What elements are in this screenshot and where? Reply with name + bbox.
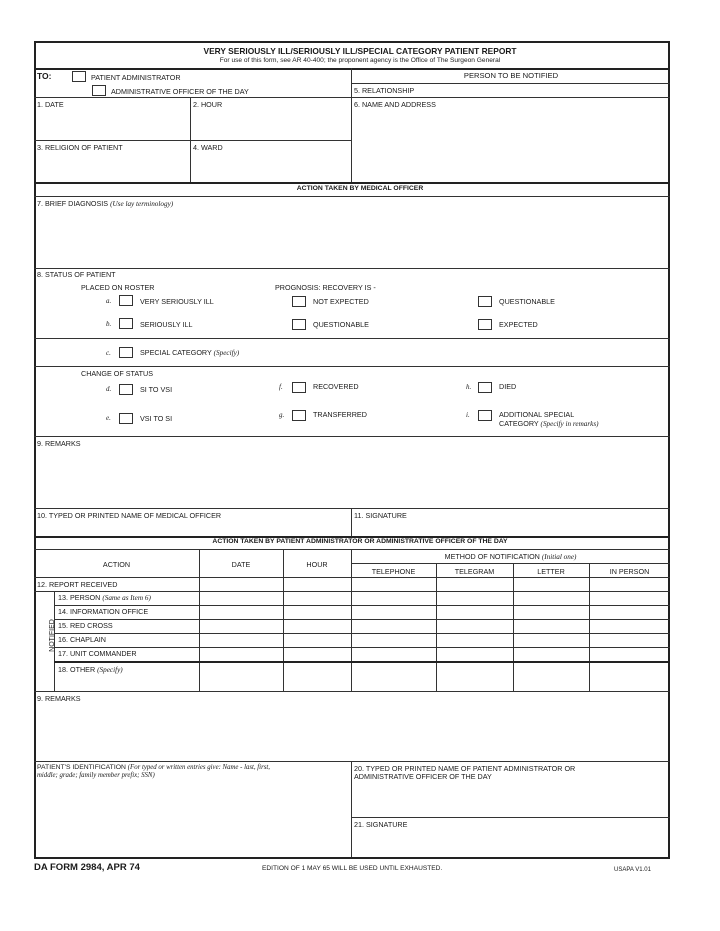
medical-signature-field[interactable] xyxy=(353,520,668,534)
roster-a-letter: a. xyxy=(106,297,112,305)
to-option-administrative-officer: ADMINISTRATIVE OFFICER OF THE DAY xyxy=(111,87,249,96)
checkbox-recovered[interactable] xyxy=(292,382,306,393)
divider xyxy=(34,549,670,550)
method-letter: LETTER xyxy=(537,567,565,576)
remarks-label: 9. REMARKS xyxy=(37,439,81,448)
change-vsi-to-si: VSI TO SI xyxy=(140,414,173,423)
divider xyxy=(34,268,670,269)
checkbox-not-expected[interactable] xyxy=(292,296,306,307)
admin-remarks-field[interactable] xyxy=(36,705,668,759)
change-e-letter: e. xyxy=(106,414,111,422)
patient-id-note: middle; grade; family member prefix; SSN) xyxy=(37,772,155,779)
checkbox-very-seriously-ill[interactable] xyxy=(119,295,133,306)
roster-c-letter: c. xyxy=(106,349,111,357)
to-option-patient-administrator: PATIENT ADMINISTRATOR xyxy=(91,73,181,82)
diagnosis-label: 7. BRIEF DIAGNOSIS (Use lay terminology) xyxy=(37,199,174,208)
divider xyxy=(34,436,670,437)
divider xyxy=(54,633,670,634)
change-d-letter: d. xyxy=(106,385,112,393)
edition-note: EDITION OF 1 MAY 65 WILL BE USED UNTIL EXHAUSTED. xyxy=(262,865,443,872)
method-telegram: TELEGRAM xyxy=(454,567,495,576)
admin-name-label-2: ADMINISTRATIVE OFFICER OF THE DAY xyxy=(354,772,492,781)
patient-id-field[interactable] xyxy=(36,783,348,855)
divider xyxy=(283,549,284,691)
prognosis-not-expected: NOT EXPECTED xyxy=(313,297,369,306)
col-hour: HOUR xyxy=(306,560,328,569)
checkbox-questionable-2[interactable] xyxy=(478,296,492,307)
divider xyxy=(34,761,670,762)
row-information-office: 14. INFORMATION OFFICE xyxy=(58,607,149,616)
divider xyxy=(199,549,200,691)
checkbox-special-category[interactable] xyxy=(119,347,133,358)
change-died: DIED xyxy=(499,382,517,391)
col-date: DATE xyxy=(231,560,251,569)
divider xyxy=(54,619,670,620)
row-report-received: 12. REPORT RECEIVED xyxy=(37,580,118,589)
prognosis-label: PROGNOSIS: RECOVERY IS - xyxy=(275,283,376,292)
admin-name-label-1: 20. TYPED OR PRINTED NAME OF PATIENT ADMINISTRATOR OR xyxy=(354,764,576,773)
divider xyxy=(34,591,670,592)
method-of-notification: METHOD OF NOTIFICATION (Initial one) xyxy=(444,552,577,561)
date-field[interactable] xyxy=(36,110,188,138)
prognosis-questionable: QUESTIONABLE xyxy=(313,320,369,329)
divider xyxy=(34,508,670,509)
admin-remarks-label: 9. REMARKS xyxy=(37,694,81,703)
row-other: 18. OTHER (Specify) xyxy=(58,665,123,674)
divider xyxy=(351,817,670,818)
row-person: 13. PERSON (Same as Item 6) xyxy=(58,593,151,602)
col-action: ACTION xyxy=(102,560,131,569)
checkbox-patient-administrator[interactable] xyxy=(72,71,86,82)
notified-label: NOTIFIED xyxy=(48,619,56,652)
divider xyxy=(351,563,670,564)
status-label: 8. STATUS OF PATIENT xyxy=(37,270,116,279)
form-subtitle: For use of this form, see AR 40-400; the proponent agency is the Office of The Surgeon General xyxy=(219,57,501,64)
admin-signature-label: 21. SIGNATURE xyxy=(354,820,408,829)
divider xyxy=(513,563,514,691)
change-f-letter: f. xyxy=(279,383,283,391)
admin-name-field[interactable] xyxy=(353,783,668,815)
admin-section-title: ACTION TAKEN BY PATIENT ADMINISTRATOR OR ADMINISTRATIVE OFFICER OF THE DAY xyxy=(212,538,508,545)
checkbox-additional-special-category[interactable] xyxy=(478,410,492,421)
change-h-letter: h. xyxy=(466,383,472,391)
medical-section-title: ACTION TAKEN BY MEDICAL OFFICER xyxy=(296,185,424,192)
divider xyxy=(54,647,670,648)
person-notified-heading: PERSON TO BE NOTIFIED xyxy=(463,71,559,80)
change-recovered: RECOVERED xyxy=(313,382,359,391)
divider xyxy=(34,68,670,70)
name-address-label: 6. NAME AND ADDRESS xyxy=(354,100,436,109)
change-additional-special-2: CATEGORY (Specify in remarks) xyxy=(499,419,599,428)
ward-field[interactable] xyxy=(192,153,349,180)
ward-label: 4. WARD xyxy=(193,143,223,152)
checkbox-died[interactable] xyxy=(478,382,492,393)
medical-officer-name-field[interactable] xyxy=(36,520,348,534)
divider xyxy=(351,508,352,536)
checkbox-vsi-to-si[interactable] xyxy=(119,413,133,424)
diagnosis-field[interactable] xyxy=(36,210,668,266)
divider xyxy=(34,182,670,184)
checkbox-expected[interactable] xyxy=(478,319,492,330)
religion-label: 3. RELIGION OF PATIENT xyxy=(37,143,123,152)
row-chaplain: 16. CHAPLAIN xyxy=(58,635,106,644)
hour-field[interactable] xyxy=(192,110,349,138)
checkbox-administrative-officer[interactable] xyxy=(92,85,106,96)
date-label: 1. DATE xyxy=(37,100,64,109)
roster-very-seriously-ill: VERY SERIOUSLY ILL xyxy=(140,297,214,306)
religion-field[interactable] xyxy=(36,153,188,180)
row-red-cross: 15. RED CROSS xyxy=(58,621,113,630)
divider xyxy=(34,577,670,578)
change-g-letter: g. xyxy=(279,411,285,419)
checkbox-questionable[interactable] xyxy=(292,319,306,330)
roster-special-category: SPECIAL CATEGORY (Specify) xyxy=(140,348,240,357)
divider xyxy=(351,549,352,691)
change-transferred: TRANSFERRED xyxy=(313,410,367,419)
divider xyxy=(54,605,670,606)
to-label: TO: xyxy=(37,71,52,81)
method-telephone: TELEPHONE xyxy=(371,567,416,576)
prognosis-expected: EXPECTED xyxy=(499,320,538,329)
divider xyxy=(54,661,670,663)
divider xyxy=(34,97,670,98)
checkbox-transferred[interactable] xyxy=(292,410,306,421)
medical-signature-label: 11. SIGNATURE xyxy=(354,511,407,520)
divider xyxy=(34,140,351,141)
divider xyxy=(351,83,670,84)
divider xyxy=(34,366,670,367)
change-additional-special-1: ADDITIONAL SPECIAL xyxy=(499,410,575,419)
form-id: DA FORM 2984, APR 74 xyxy=(34,862,140,873)
method-in-person: IN PERSON xyxy=(609,567,650,576)
remarks-field[interactable] xyxy=(36,450,668,506)
roster-b-letter: b. xyxy=(106,320,112,328)
roster-seriously-ill: SERIOUSLY ILL xyxy=(140,320,193,329)
change-of-status-label: CHANGE OF STATUS xyxy=(81,369,154,378)
prognosis-questionable-2: QUESTIONABLE xyxy=(499,297,555,306)
version: USAPA V1.01 xyxy=(614,867,651,873)
change-i-letter: i. xyxy=(466,411,470,419)
relationship-label: 5. RELATIONSHIP xyxy=(354,86,415,95)
placed-on-roster-label: PLACED ON ROSTER xyxy=(81,283,155,292)
admin-signature-field[interactable] xyxy=(353,831,668,855)
form-title: VERY SERIOUSLY ILL/SERIOUSLY ILL/SPECIAL CATEGORY PATIENT REPORT xyxy=(203,46,517,56)
divider xyxy=(351,761,352,857)
row-unit-commander: 17. UNIT COMMANDER xyxy=(58,649,137,658)
checkbox-seriously-ill[interactable] xyxy=(119,318,133,329)
medical-officer-name-label: 10. TYPED OR PRINTED NAME OF MEDICAL OFFICER xyxy=(37,511,222,520)
divider xyxy=(34,196,670,197)
divider xyxy=(34,338,670,339)
patient-id-label: PATIENT'S IDENTIFICATION (For typed or written entries give: Name - last, first, xyxy=(37,764,270,771)
hour-label: 2. HOUR xyxy=(193,100,223,109)
divider xyxy=(436,563,437,691)
divider xyxy=(34,691,670,692)
change-si-to-vsi: SI TO VSI xyxy=(140,385,173,394)
divider xyxy=(589,563,590,691)
name-address-field[interactable] xyxy=(352,110,669,180)
checkbox-si-to-vsi[interactable] xyxy=(119,384,133,395)
